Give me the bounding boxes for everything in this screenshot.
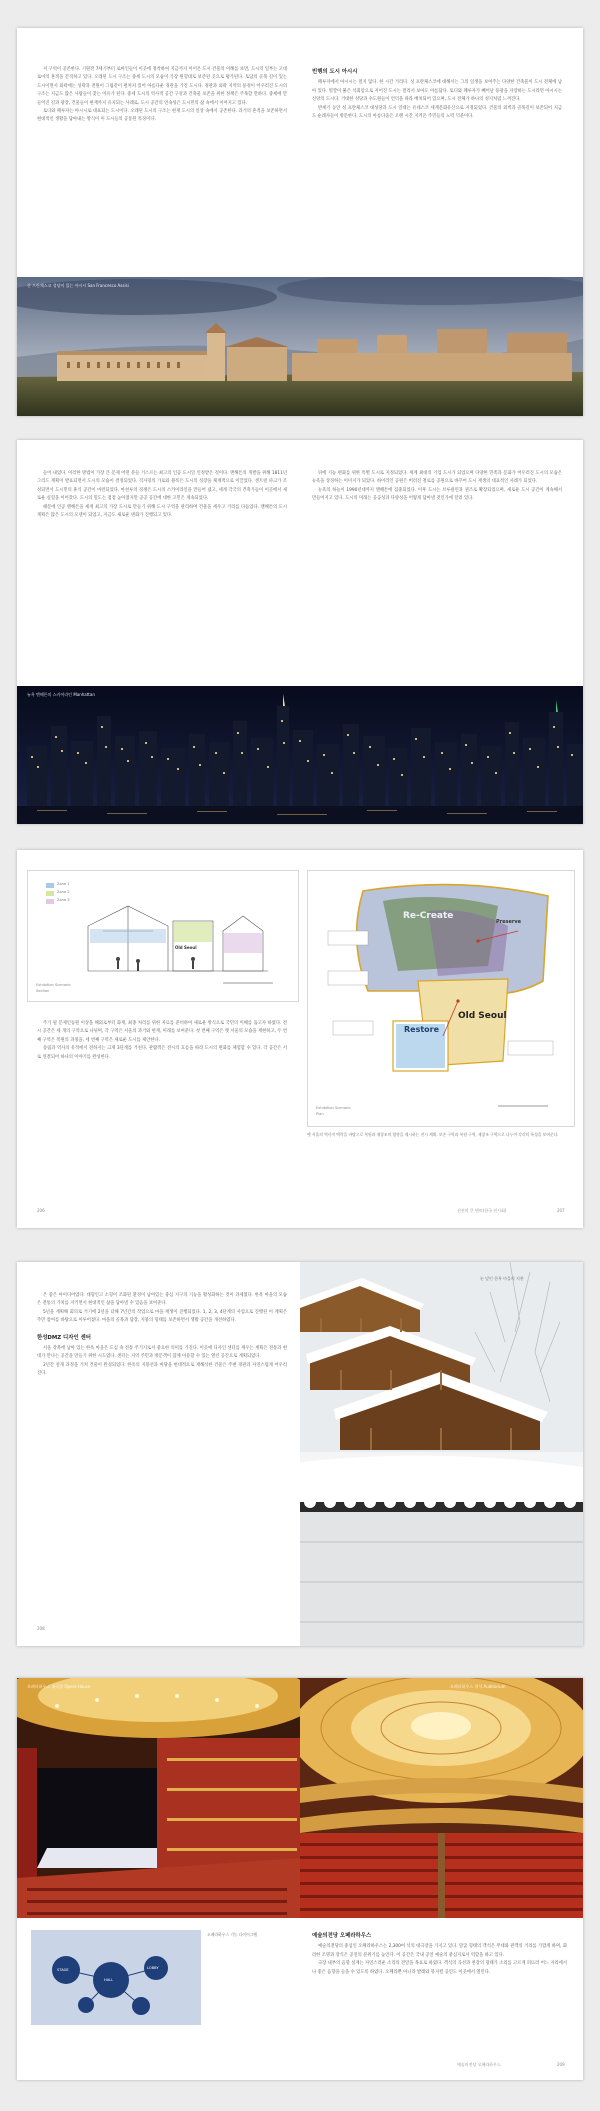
section-heading: 한성DMZ 디자인 센터 — [37, 1334, 91, 1341]
body-paragraph: 5년을 계획해 회의로 거기에 2년을 더해 7년간의 작업으로 마을 재생이 진행되었다. 1, 2, 3, 4단계의 사업으로 진행된 이 계획은 주민 참여를 바탕으로 이루어졌다. 마을의 골목과 담장, 지붕의 형태를 보존하면서 생활 공간을 개선하였다. — [37, 1309, 287, 1324]
manhattan-illustration — [17, 686, 583, 824]
legend-zone-2: Zone 2 — [57, 890, 70, 894]
drawing-caption-section: Section — [36, 989, 50, 993]
spread-manhattan — [17, 440, 583, 824]
photo-caption: 오페라하우스 대극장 Opera House — [27, 1684, 91, 1689]
plan-label-re-create: Re-Create — [403, 911, 454, 921]
body-paragraph: 때문에 인공 맨해튼을 세계 최고의 가장 도시로 만들기 위해 도시 구역을 관리하며 건물을 세우고 거리를 다듬었다. 맨해튼의 도시계획은 많은 도시의 모델이 되었고, 지금도 새로운 변화가 진행되고 있다. — [37, 504, 287, 519]
body-paragraph: 극장 내부의 음향 설계는 자연스러운 소리의 전달을 목표로 하였다. 객석의 곡선과 천장의 형태가 소리를 고르게 퍼뜨려 어느 자리에서나 좋은 음향을 들을 수 있도록 하였다. 오페라뿐 아니라 발레와 뮤지컬 공연도 이곳에서 열린다. — [312, 1961, 567, 1975]
body-paragraph: 뒤에 기능 변화를 위한 특별 도시로 지정되었다. 세계 최대의 기업 도시가 되었으며 다양한 민족과 문화가 어우러진 도시의 모습은 뉴욕을 상징하는 이미지가 되었다. 하이라인 공원은 버려진 철로를 공원으로 바꾸어 도시 재생의 대표적인 사례가 되었다. — [312, 471, 562, 485]
body-paragraph: 은 좋은 아이디어였다. 대형인고 소형이 조화된 환경이 남아있는 중심 지구의 기능을 활성화하는 것이 과제였다. 한옥 마을의 모습은 전통의 가치를 지키면서 현대적인 삶을 담아낼 수 있음을 보여준다. — [37, 1293, 287, 1307]
text-column-right — [312, 66, 562, 276]
opera-stage-illustration — [17, 1678, 300, 1918]
page-number-right: 209 — [557, 2062, 565, 2067]
body-paragraph: 들어 내었다. 이러한 방법이 가장 큰 문제 어떤 분들 거스르는 최고의 인공 도시일 인정받은 것이다. 맨해튼의 개발을 위해 1811년 그리드 계획이 발표되면서 도시의 모습이 결정되었다. 격자형의 가로와 블록은 도시의 성장을 체계적으로 이끌었다. 센트럴 파크가 조성되면서 도시민의 휴식 공간이 마련되었다. 마천루의 경쟁은 도시의 스카이라인을 만들어 냈고, 세계 각국의 건축가들이 이곳에서 새로운 실험을 이어갔다. 도시의 밀도는 점점 높아졌지만 공공 공간에 대한 고민은 계속되었다. — [37, 471, 287, 502]
plan-caption-plan: Plan — [316, 1112, 324, 1116]
footer-text: 예술의전당 오페라하우스 — [457, 2062, 501, 2067]
photo-caption: 눈 덮인 한옥 마을의 지붕 — [480, 1276, 524, 1281]
body-paragraph: 페루자에서 아시시는 멀지 않다. 한 시간 거리다. 성 프란체스코에 대해서는 그의 일생을 보여주는 다양한 건축물이 도시 전체에 남아 있다. 빛깔이 붉은 석회암으로 지어진 도시는 멀리서 보아도 아름답다. 토디와 페루자가 빼어난 풍광을 자랑하는 도시라면 아시시는 신앙의 도시다. 거대한 성당과 수도원들이 언덕을 따라 배치되어 있으며, 도시 전체가 하나의 성지처럼 느껴진다. — [312, 80, 562, 103]
plan-note: 옛 서울의 역사적 맥락을 바탕으로 복원과 재창조의 방향을 제시하는 전시 계획. 보존 구역과 복원 구역, 재창조 구역으로 나누어 각각의 특성을 보여준다. — [307, 1132, 559, 1137]
footer-text: 선진의 큰 텐트(한국 전시회) — [457, 1208, 507, 1213]
text-column-right — [312, 1930, 567, 2050]
page-number-left: 206 — [37, 1208, 45, 1213]
body-paragraph: 서울 강북에 남아 있는 한옥 마을은 도심 속 전통 주거지로서 중요한 의미를 가진다. 이곳에 디자인 센터를 세우는 계획은 전통과 현대가 만나는 공간을 만들기 위한 시도였다. 센터는 지역 주민과 방문객이 함께 이용할 수 있는 열린 공간으로 계획되었다. — [37, 1346, 287, 1360]
body-paragraph: 2년간 설계 과정을 거쳐 건물이 완성되었다. 한옥의 지붕선과 마당을 현대적으로 재해석한 건물은 주변 경관과 자연스럽게 어우러진다. — [37, 1362, 287, 1377]
function-diagram — [31, 1930, 201, 2025]
diagram-label-hall: HALL — [104, 1978, 114, 1982]
spread-exhibition — [17, 850, 583, 1228]
diagram-label-stage: STAGE — [57, 1968, 69, 1972]
drawing-caption: Exhibition Scenario — [36, 983, 71, 987]
photo-caption: 오페라하우스 객석 Auditorium — [450, 1684, 506, 1689]
text-column-left — [37, 1292, 287, 1612]
drawing-label-old-seoul: Old Seoul — [175, 945, 197, 950]
opera-auditorium-photo — [300, 1678, 583, 1918]
body-paragraph: 송림과 역사의 유적에서 전하지는 크게 3단계를 거친다. 관람객은 전시의 흐름을 따라 도시의 변화를 체험할 수 있다. 각 공간은 서로 연결되어 하나의 이야기를 완성한다. — [37, 1046, 287, 1060]
assisi-photo — [17, 277, 583, 416]
section-drawing — [27, 870, 299, 1002]
assisi-illustration — [17, 277, 583, 416]
plan-label-old-seoul: Old Seoul — [458, 1011, 507, 1021]
legend-zone-1: Zone 1 — [57, 882, 70, 886]
section-heading: 빈행의 도시 아시시 — [312, 69, 358, 75]
body-paragraph: 뉴욕의 하늘이 1990년대까지 맨해튼에 집중되었다. 이후 도시는 브루클린과 퀸즈로 확장되었으며, 새로운 도시 공간이 계속해서 만들어지고 있다. 도시의 미래는 공공성과 다양성을 어떻게 담아낼 것인가에 달려 있다. — [312, 487, 562, 502]
plan-drawing — [307, 870, 575, 1127]
page-number-left: 208 — [37, 1626, 45, 1631]
body-paragraph: 예술의전당의 중심인 오페라하우스는 2,300여 석의 대극장을 가지고 있다. 말굽 형태의 객석은 무대와 관객의 거리를 가깝게 하며, 화려한 조명과 장식은 공연의 분위기를 높인다. 이 공간은 국내 공연 예술의 중심지로서 역할을 하고 있다. — [312, 1944, 567, 1958]
body-paragraph: 토디와 페루자는 아시시로 대표되는 도시이다. 오래된 도시의 구조는 현재 도시의 일상 속에서 공존한다. 과거의 흔적을 보존하면서 현대적인 생활을 담아내는 방식이 이 도시들의 공통된 특징이다. — [37, 109, 287, 123]
hanok-snow-photo — [300, 1262, 583, 1646]
plan-drawing-svg — [308, 871, 574, 1126]
body-paragraph: 주가 될 문제인동원 이상을 해외로부터 화재, 최종 처리를 위한 자료를 준비하여 새로운 방식으로 국민의 이해를 돕고자 하였다. 전시 공간은 세 개의 구역으로 나뉘며, 각 구역은 서울의 과거와 현재, 미래를 보여준다. 첫 번째 구역은 옛 서울의 모습을 재현하고, 두 번째 구역은 복원의 과정을, 세 번째 구역은 새로운 도시를 제안한다. — [37, 1021, 287, 1043]
text-column-left — [37, 470, 287, 688]
body-paragraph: 저 구역이 공존한다. 기원전 7세기부터 로마인들이 이곳에 정착하여 지금까지 이어온 도시 건물의 이해를 보면, 도시의 일부는 고대 로마의 흔적을 간직하고 있다. 오래된 도시 구조는 중세 도시의 모습이 가장 원형대로 보존된 곳으로 평가된다. 토담의 골목 길이 있는 도시이면서 외곽에는 성곽과 전원이 그림같이 펼쳐져 있어 아름다운 경관을 가진 도시다. 경관과 외곽 지역의 풍경이 어우러진 도시의 구조는 지금도 많은 사람들이 찾는 이유가 된다. 중세 도시의 역사적 공간 구성과 건축물 보존을 위한 정책은 주목할 만하다. 중세에 만들어진 길과 광장, 건물들이 현재까지 유지되는 사례로, 도시 공간의 연속성은 도시민의 삶 속에서 이어지고 있다. — [37, 67, 287, 106]
spread-hanok — [17, 1262, 583, 1646]
manhattan-photo — [17, 686, 583, 824]
text-column-left — [37, 1020, 287, 1190]
photo-caption: 뉴욕 맨해튼의 스카이라인 Manhattan — [27, 692, 95, 697]
opera-stage-photo — [17, 1678, 300, 1918]
plan-label-preserve: Preserve — [496, 919, 522, 925]
text-column-left — [37, 66, 287, 276]
section-heading: 예술의전당 오페라하우스 — [312, 1933, 372, 1939]
diagram-label-lobby: LOBBY — [147, 1966, 159, 1970]
function-diagram-svg — [31, 1930, 201, 2025]
legend-zone-3: Zone 3 — [57, 898, 70, 902]
text-column-right — [312, 470, 562, 688]
spread-opera-house — [17, 1678, 583, 2080]
page-number-right: 207 — [557, 1208, 565, 1213]
body-paragraph: 반세기 동안 성 프란체스코 대성당과 도시 일대는 유네스코 세계문화유산으로 지정되었다. 건물의 외벽과 골목길이 보존되어 지금도 순례자들이 방문한다. 도시의 아름다움은 오랜 시간 지켜온 주민들의 노력 덕분이다. — [312, 105, 562, 120]
diagram-caption: 오페라하우스 기능 다이어그램 — [207, 1932, 258, 1937]
plan-label-restore: Restore — [404, 1025, 440, 1034]
opera-auditorium-illustration — [300, 1678, 583, 1918]
hanok-illustration — [300, 1262, 583, 1646]
photo-caption: 산 프란체스코 성당이 있는 아시시 San Francesco Assisi — [27, 283, 129, 288]
plan-caption: Exhibition Scenario — [316, 1106, 351, 1110]
spread-assisi — [17, 28, 583, 416]
